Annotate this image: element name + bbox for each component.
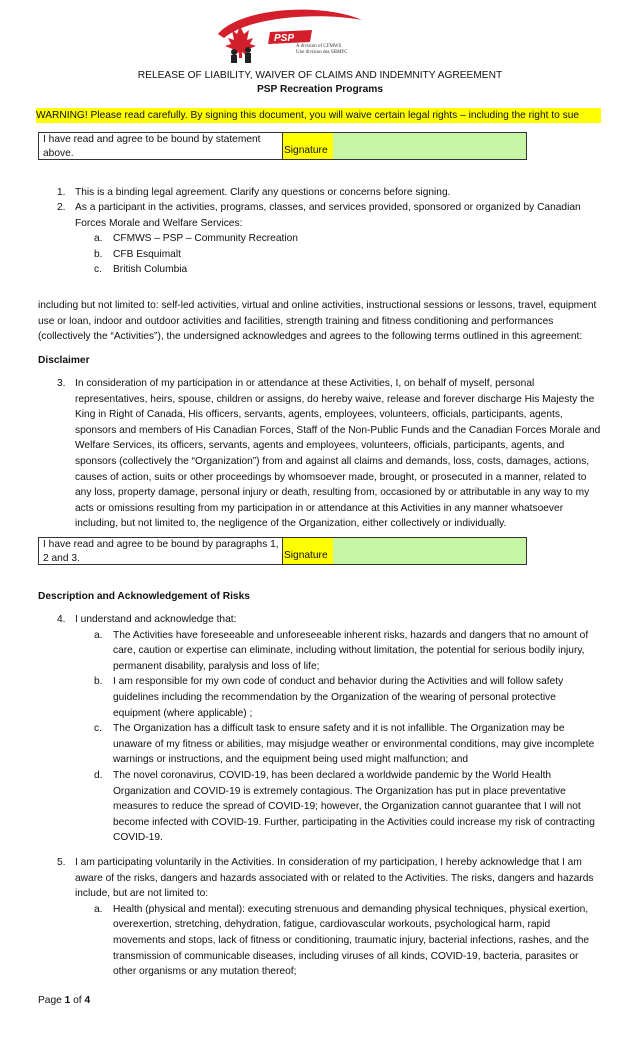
signature-field-1[interactable] [333, 133, 526, 159]
logo-mark-text: PSP [274, 33, 295, 44]
risks-heading: Description and Acknowledgement of Risks [38, 591, 250, 602]
page-footer: Page 1 of 4 [38, 995, 91, 1006]
including-paragraph: including but not limited to: self-led activities, virtual and online activities, instructional sessions or lessons, travel, equipment use or loan, indoor and outdoor activities and facilities, strength training and fitness conditioning and performances (collectively the “Activities”), the undersigned acknowledges and agrees to the following terms outlined in this agreement: [38, 300, 597, 343]
sub-item-a: a. The Activities have foreseeable and unforeseeable inherent risks, hazards and dangers that no amount of care, caution or expertise can eliminate, including without limitation, the potential for serious bodily injury, permanent disability, paralysis and loss of life; [94, 629, 589, 672]
logo-tagline [296, 44, 348, 56]
sub-item-b: b. CFB Esquimalt [94, 248, 181, 260]
sub-item-c: c. British Columbia [94, 264, 188, 276]
item-text: This is a binding legal agreement. Clarify any questions or concerns before signing. [75, 187, 451, 198]
item-text: In consideration of my participation in or attendance at these Activities, I, on behalf of myself, personal representatives, heirs, spouse, children or assigns, do hereby waive, release and forever discharge His Majesty the King in Right of Canada, His officers, servants, agents, employees, volunteers, officials, participants, agents, sponsors and members of His Canadian Forces, Staff of the Non-Public Funds and the Canadian Forces Morale and Welfare Services, its officers, servants, agents and employees, volunteers, officials, participants, agents, and sponsors (collectively the “Organization”) from and against all claims and demands, loss, costs, damages, actions, causes of action, suits or other proceedings by whomsoever made, brought, or prosecuted in a manner, related to any loss, property damage, personal injury or death, resulting from, occasioned by or attributable in any way to my acts or omissions resulting from my participation in or attendance at this Activities in any manner whatsoever including, but not limited to, the negligence of the Organization, either collectively or individually. [75, 378, 601, 530]
logo-tagline-fr: Une division des SBMFC [296, 50, 348, 55]
list-item-4 [38, 612, 603, 846]
organization-logo [200, 6, 370, 66]
document-title: RELEASE OF LIABILITY, WAIVER OF CLAIMS AND INDEMNITY AGREEMENT [137, 70, 503, 81]
sub-item-a: a. Health (physical and mental): executing strenuous and demanding physical techniques, physical exertion, overexertion, stretching, dehydration, fatigue, cardiovascular workouts, psychological harm, rapid movements and stops, lack of fitness or conditioning, traumatic injury, bacterial infections, rashes, and the transmission of communicable diseases, including viruses of all kinds, COVID-19, bacteria, parasites or other organisms or any mutation thereof; [94, 903, 590, 978]
item-number: 3. [57, 378, 66, 389]
document-subtitle: PSP Recreation Programs [256, 84, 384, 95]
list-item-1 [38, 185, 603, 201]
sub-item-d: d. The novel coronavirus, COVID-19, has been declared a worldwide pandemic by the World Health Organization and COVID-19 is extremely contagious. The Organization has put in place preventative measures to reduce the spread of COVID-19; however, the Organization cannot guarantee that I will not become infected with COVID-19. Further, participating in the Activities could increase my risk of contracting COVID-19. [94, 769, 595, 844]
current-page-number: 1 [64, 995, 71, 1006]
signature-statement-2: I have read and agree to be bound by paragraphs 1, 2 and 3. [39, 538, 283, 564]
signature-field-2[interactable] [333, 538, 526, 564]
item-text: I understand and acknowledge that: [75, 614, 237, 625]
item-text: I am participating voluntarily in the Activities. In consideration of my participation, I hereby acknowledge that I am aware of the risks, dangers and hazards associated with or related to the Activities. The risks, dangers and hazards include, but are not limited to: [75, 857, 594, 900]
item-number: 5. [57, 857, 66, 868]
sub-item-b: b. I am responsible for my own code of conduct and behavior during the Activities and will follow safety guidelines including the recommendation by the Organization of the wearing of personal protective equipment (where applicable) ; [94, 676, 564, 719]
signature-statement-1: I have read and agree to be bound by statement above. [39, 133, 283, 159]
item-number: 4. [57, 614, 66, 625]
signature-box-2 [38, 537, 527, 565]
sub-item-a: a. CFMWS – PSP – Community Recreation [94, 233, 298, 245]
disclaimer-heading: Disclaimer [38, 355, 90, 366]
signature-label-1: Signature [283, 133, 333, 159]
total-page-count: 4 [84, 995, 91, 1006]
item-text: As a participant in the activities, programs, classes, and services provided, sponsored or organized by Canadian Forces Morale and Welfare Services: [75, 202, 581, 229]
signature-box-1 [38, 132, 527, 160]
list-item-2 [38, 200, 603, 278]
sub-item-c: c. The Organization has a difficult task to ensure safety and it is not infallible. The Organization may be unaware of my fitness or abilities, may misjudge weather or environmental conditions, may give incomplete warnings or instructions, and the equipment being used might malfunction; and [94, 723, 595, 766]
warning-banner: WARNING! Please read carefully. By signing this document, you will waive certain legal rights – including the right to sue [36, 108, 601, 123]
psp-logo-mark-icon [200, 6, 370, 66]
logo-tagline-en: A division of CFMWS [296, 44, 342, 49]
signature-label-2: Signature [283, 538, 333, 564]
list-item-5 [38, 855, 603, 980]
item-number: 2. [57, 202, 66, 213]
list-item-3 [38, 376, 603, 532]
item-number: 1. [57, 187, 66, 198]
